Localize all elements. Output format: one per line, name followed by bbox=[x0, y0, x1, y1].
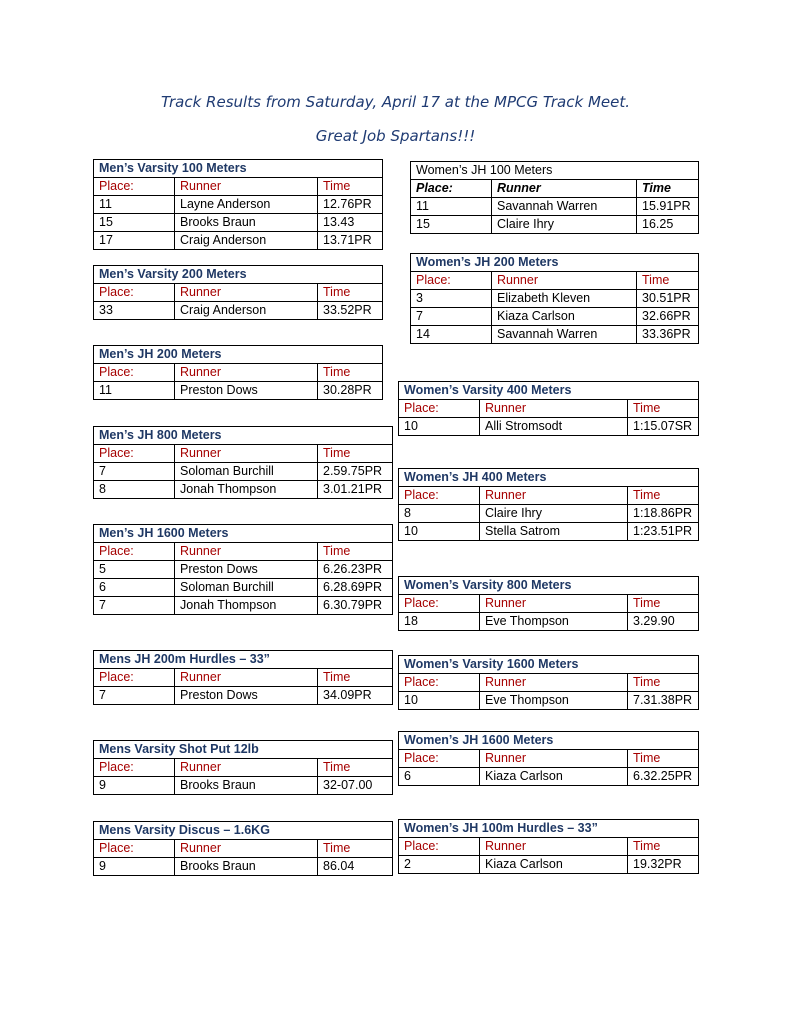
runner-cell: Kiaza Carlson bbox=[492, 308, 637, 326]
column-header-row bbox=[399, 487, 699, 505]
header-place: Place: bbox=[399, 674, 480, 692]
header-time: Time bbox=[637, 180, 699, 198]
place-cell: 8 bbox=[94, 481, 175, 499]
runner-cell: Jonah Thompson bbox=[175, 597, 318, 615]
time-cell: 13.43 bbox=[318, 214, 383, 232]
column-header-row bbox=[94, 364, 383, 382]
event-title: Women’s JH 200 Meters bbox=[411, 254, 699, 272]
header-place: Place: bbox=[399, 838, 480, 856]
table-row bbox=[94, 597, 393, 615]
header-place: Place: bbox=[399, 400, 480, 418]
time-cell: 33.52PR bbox=[318, 302, 383, 320]
results-table-womens-varsity-400 bbox=[398, 381, 699, 436]
time-cell: 1:23.51PR bbox=[628, 523, 699, 541]
time-cell: 3.29.90 bbox=[628, 613, 699, 631]
table-row bbox=[411, 326, 699, 344]
time-cell: 6.28.69PR bbox=[318, 579, 393, 597]
header-runner: Runner bbox=[480, 595, 628, 613]
place-cell: 9 bbox=[94, 858, 175, 876]
header-runner: Runner bbox=[480, 750, 628, 768]
runner-cell: Brooks Braun bbox=[175, 214, 318, 232]
place-cell: 11 bbox=[94, 196, 175, 214]
table-row bbox=[399, 523, 699, 541]
place-cell: 10 bbox=[399, 692, 480, 710]
runner-cell: Claire Ihry bbox=[492, 216, 637, 234]
header-runner: Runner bbox=[492, 272, 637, 290]
header-place: Place: bbox=[94, 759, 175, 777]
column-header-row bbox=[399, 674, 699, 692]
event-title-row bbox=[94, 741, 393, 759]
runner-cell: Brooks Braun bbox=[175, 858, 318, 876]
place-cell: 14 bbox=[411, 326, 492, 344]
time-cell: 3.01.21PR bbox=[318, 481, 393, 499]
header-place: Place: bbox=[94, 543, 175, 561]
header-time: Time bbox=[628, 487, 699, 505]
runner-cell: Soloman Burchill bbox=[175, 463, 318, 481]
runner-cell: Layne Anderson bbox=[175, 196, 318, 214]
results-table-mens-varsity-shot-put bbox=[93, 740, 393, 795]
results-table-mens-jh-800 bbox=[93, 426, 393, 499]
header-time: Time bbox=[318, 178, 383, 196]
table-row bbox=[94, 232, 383, 250]
place-cell: 15 bbox=[411, 216, 492, 234]
time-cell: 12.76PR bbox=[318, 196, 383, 214]
table-row bbox=[411, 216, 699, 234]
runner-cell: Craig Anderson bbox=[175, 232, 318, 250]
header-runner: Runner bbox=[175, 364, 318, 382]
place-cell: 2 bbox=[399, 856, 480, 874]
header-runner: Runner bbox=[480, 400, 628, 418]
event-title-row bbox=[399, 469, 699, 487]
table-row bbox=[399, 856, 699, 874]
place-cell: 10 bbox=[399, 523, 480, 541]
table-row bbox=[399, 692, 699, 710]
table-row bbox=[399, 418, 699, 436]
column-header-row bbox=[94, 445, 393, 463]
event-title: Men’s JH 1600 Meters bbox=[94, 525, 393, 543]
place-cell: 7 bbox=[94, 463, 175, 481]
header-time: Time bbox=[628, 595, 699, 613]
place-cell: 7 bbox=[411, 308, 492, 326]
table-row bbox=[399, 505, 699, 523]
header-time: Time bbox=[318, 543, 393, 561]
time-cell: 30.28PR bbox=[318, 382, 383, 400]
header-place: Place: bbox=[399, 595, 480, 613]
header-place: Place: bbox=[94, 840, 175, 858]
runner-cell: Eve Thompson bbox=[480, 692, 628, 710]
table-row bbox=[94, 777, 393, 795]
event-title-row bbox=[399, 820, 699, 838]
event-title: Men’s Varsity 200 Meters bbox=[94, 266, 383, 284]
event-title: Women’s JH 100 Meters bbox=[411, 162, 699, 180]
header-time: Time bbox=[628, 674, 699, 692]
event-title: Women’s JH 1600 Meters bbox=[399, 732, 699, 750]
column-header-row bbox=[399, 400, 699, 418]
runner-cell: Kiaza Carlson bbox=[480, 768, 628, 786]
time-cell: 13.71PR bbox=[318, 232, 383, 250]
header-time: Time bbox=[318, 364, 383, 382]
header-time: Time bbox=[318, 669, 393, 687]
results-table-womens-varsity-800 bbox=[398, 576, 699, 631]
time-cell: 16.25 bbox=[637, 216, 699, 234]
header-time: Time bbox=[318, 840, 393, 858]
time-cell: 6.30.79PR bbox=[318, 597, 393, 615]
header-place: Place: bbox=[94, 445, 175, 463]
event-title-row bbox=[94, 346, 383, 364]
results-table-mens-varsity-200 bbox=[93, 265, 383, 320]
time-cell: 1:18.86PR bbox=[628, 505, 699, 523]
table-row bbox=[94, 382, 383, 400]
header-runner: Runner bbox=[175, 543, 318, 561]
time-cell: 1:15.07SR bbox=[628, 418, 699, 436]
table-row bbox=[94, 561, 393, 579]
place-cell: 17 bbox=[94, 232, 175, 250]
results-table-mens-jh-1600 bbox=[93, 524, 393, 615]
header-time: Time bbox=[318, 759, 393, 777]
column-header-row bbox=[411, 180, 699, 198]
table-row bbox=[94, 481, 393, 499]
runner-cell: Kiaza Carlson bbox=[480, 856, 628, 874]
page-subtitle: Great Job Spartans!!! bbox=[315, 127, 476, 145]
event-title: Women’s JH 400 Meters bbox=[399, 469, 699, 487]
event-title-row bbox=[94, 822, 393, 840]
table-row bbox=[399, 613, 699, 631]
place-cell: 5 bbox=[94, 561, 175, 579]
runner-cell: Jonah Thompson bbox=[175, 481, 318, 499]
time-cell: 32-07.00 bbox=[318, 777, 393, 795]
event-title-row bbox=[94, 525, 393, 543]
event-title-row bbox=[399, 577, 699, 595]
event-title-row bbox=[399, 732, 699, 750]
header-time: Time bbox=[318, 445, 393, 463]
event-title: Mens JH 200m Hurdles – 33” bbox=[94, 651, 393, 669]
header-time: Time bbox=[637, 272, 699, 290]
header-place: Place: bbox=[94, 284, 175, 302]
runner-cell: Eve Thompson bbox=[480, 613, 628, 631]
time-cell: 6.26.23PR bbox=[318, 561, 393, 579]
time-cell: 6.32.25PR bbox=[628, 768, 699, 786]
place-cell: 11 bbox=[94, 382, 175, 400]
event-title-row bbox=[94, 427, 393, 445]
results-table-womens-jh-100 bbox=[410, 161, 699, 234]
time-cell: 19.32PR bbox=[628, 856, 699, 874]
event-title: Women’s JH 100m Hurdles – 33” bbox=[399, 820, 699, 838]
event-title-row bbox=[94, 160, 383, 178]
results-table-mens-varsity-discus bbox=[93, 821, 393, 876]
column-header-row bbox=[94, 759, 393, 777]
header-runner: Runner bbox=[175, 759, 318, 777]
column-header-row bbox=[399, 750, 699, 768]
header-time: Time bbox=[628, 400, 699, 418]
table-row bbox=[94, 302, 383, 320]
column-header-row bbox=[94, 543, 393, 561]
place-cell: 15 bbox=[94, 214, 175, 232]
header-time: Time bbox=[628, 838, 699, 856]
table-row bbox=[94, 687, 393, 705]
runner-cell: Preston Dows bbox=[175, 687, 318, 705]
table-row bbox=[94, 463, 393, 481]
page-title: Track Results from Saturday, April 17 at the MPCG Track Meet. bbox=[161, 93, 630, 111]
header-time: Time bbox=[318, 284, 383, 302]
header-place: Place: bbox=[411, 180, 492, 198]
time-cell: 30.51PR bbox=[637, 290, 699, 308]
runner-cell: Craig Anderson bbox=[175, 302, 318, 320]
header-runner: Runner bbox=[480, 838, 628, 856]
runner-cell: Preston Dows bbox=[175, 382, 318, 400]
event-title-row bbox=[411, 254, 699, 272]
column-header-row bbox=[399, 595, 699, 613]
table-row bbox=[94, 579, 393, 597]
results-table-womens-jh-400 bbox=[398, 468, 699, 541]
place-cell: 6 bbox=[399, 768, 480, 786]
time-cell: 86.04 bbox=[318, 858, 393, 876]
place-cell: 8 bbox=[399, 505, 480, 523]
place-cell: 10 bbox=[399, 418, 480, 436]
header-runner: Runner bbox=[175, 840, 318, 858]
event-title-row bbox=[94, 266, 383, 284]
event-title: Women’s Varsity 1600 Meters bbox=[399, 656, 699, 674]
table-row bbox=[411, 290, 699, 308]
time-cell: 7.31.38PR bbox=[628, 692, 699, 710]
place-cell: 11 bbox=[411, 198, 492, 216]
event-title-row bbox=[399, 656, 699, 674]
runner-cell: Alli Stromsodt bbox=[480, 418, 628, 436]
column-header-row bbox=[94, 669, 393, 687]
table-row bbox=[94, 858, 393, 876]
header-runner: Runner bbox=[480, 674, 628, 692]
table-row bbox=[411, 198, 699, 216]
place-cell: 9 bbox=[94, 777, 175, 795]
place-cell: 7 bbox=[94, 597, 175, 615]
table-row bbox=[399, 768, 699, 786]
place-cell: 18 bbox=[399, 613, 480, 631]
table-row bbox=[94, 196, 383, 214]
column-header-row bbox=[399, 838, 699, 856]
results-table-mens-jh-200 bbox=[93, 345, 383, 400]
results-table-womens-jh-1600 bbox=[398, 731, 699, 786]
time-cell: 15.91PR bbox=[637, 198, 699, 216]
runner-cell: Preston Dows bbox=[175, 561, 318, 579]
place-cell: 7 bbox=[94, 687, 175, 705]
header-runner: Runner bbox=[480, 487, 628, 505]
header-runner: Runner bbox=[175, 445, 318, 463]
runner-cell: Brooks Braun bbox=[175, 777, 318, 795]
place-cell: 33 bbox=[94, 302, 175, 320]
runner-cell: Savannah Warren bbox=[492, 198, 637, 216]
header-place: Place: bbox=[94, 178, 175, 196]
table-row bbox=[411, 308, 699, 326]
event-title: Women’s Varsity 400 Meters bbox=[399, 382, 699, 400]
time-cell: 32.66PR bbox=[637, 308, 699, 326]
event-title: Mens Varsity Shot Put 12lb bbox=[94, 741, 393, 759]
column-header-row bbox=[94, 178, 383, 196]
place-cell: 3 bbox=[411, 290, 492, 308]
header-place: Place: bbox=[94, 364, 175, 382]
header-place: Place: bbox=[94, 669, 175, 687]
results-table-womens-jh-200 bbox=[410, 253, 699, 344]
place-cell: 6 bbox=[94, 579, 175, 597]
runner-cell: Savannah Warren bbox=[492, 326, 637, 344]
header-runner: Runner bbox=[175, 669, 318, 687]
runner-cell: Elizabeth Kleven bbox=[492, 290, 637, 308]
header-runner: Runner bbox=[492, 180, 637, 198]
event-title: Men’s JH 800 Meters bbox=[94, 427, 393, 445]
runner-cell: Claire Ihry bbox=[480, 505, 628, 523]
table-row bbox=[94, 214, 383, 232]
event-title: Men’s JH 200 Meters bbox=[94, 346, 383, 364]
column-header-row bbox=[94, 840, 393, 858]
header-runner: Runner bbox=[175, 178, 318, 196]
results-table-womens-varsity-1600 bbox=[398, 655, 699, 710]
results-table-womens-jh-100m-hurdles bbox=[398, 819, 699, 874]
time-cell: 34.09PR bbox=[318, 687, 393, 705]
event-title: Men’s Varsity 100 Meters bbox=[94, 160, 383, 178]
event-title-row bbox=[94, 651, 393, 669]
header-runner: Runner bbox=[175, 284, 318, 302]
event-title-row bbox=[399, 382, 699, 400]
header-place: Place: bbox=[399, 750, 480, 768]
header-place: Place: bbox=[411, 272, 492, 290]
header-place: Place: bbox=[399, 487, 480, 505]
results-table-mens-varsity-100 bbox=[93, 159, 383, 250]
runner-cell: Stella Satrom bbox=[480, 523, 628, 541]
header-time: Time bbox=[628, 750, 699, 768]
event-title: Women’s Varsity 800 Meters bbox=[399, 577, 699, 595]
event-title-row bbox=[411, 162, 699, 180]
time-cell: 2.59.75PR bbox=[318, 463, 393, 481]
results-table-mens-jh-200m-hurdles bbox=[93, 650, 393, 705]
time-cell: 33.36PR bbox=[637, 326, 699, 344]
event-title: Mens Varsity Discus – 1.6KG bbox=[94, 822, 393, 840]
column-header-row bbox=[411, 272, 699, 290]
runner-cell: Soloman Burchill bbox=[175, 579, 318, 597]
column-header-row bbox=[94, 284, 383, 302]
